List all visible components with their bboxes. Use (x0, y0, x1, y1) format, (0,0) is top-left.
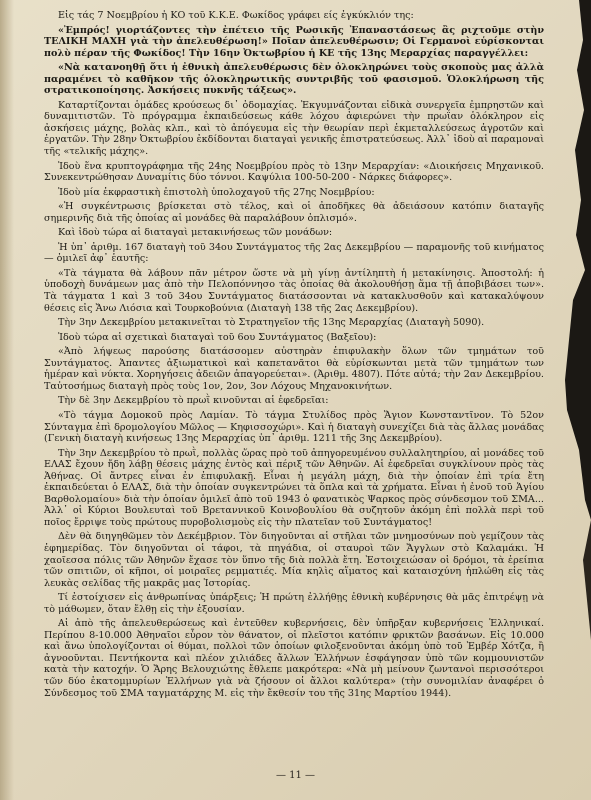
paragraph: «Ἐμπρός! γιορτάζοντες τὴν ἐπέτειο τῆς Ρωσικῆς Ἐπαναστάσεως ἂς ριχτοῦμε στὴν ΤΕΛΙΚΗ ΜΑΧΗ γιὰ τὴν ἀπελευθέρωση!» Ποῖαν ἀπελευθέρωσιν; Οἱ Γερμανοὶ εὑρίσκονται πολὺ πέραν τῆς Φωκίδος! Τὴν 16ην Ὀκτωβρίου ἡ ΚΕ τῆς 13ης Μεραρχίας παραγγέλλει: (44, 24, 544, 59)
paragraph: «Τὰ τάγματα θὰ λάβουν πᾶν μέτρον ὥστε νὰ μὴ γίνῃ ἀντίληπτὴ ἡ μετακίνησις. Ἀποστολή: ἡ ὑποδοχὴ δυνάμεων μας ἀπὸ τὴν Πελοπόννησο τὰς ὁποίας θὰ ἀκολουθήσῃ ἅμα τῇ ἀποβιβάσει των». Τὰ τάγματα 1 καὶ 3 τοῦ 34ου Συντάγματος διατάσσονται νὰ κατακλυσθοῦν καὶ κατακαλύψουν θέσεις εἰς Ἄνω Λιόσια καὶ Τουρκοβούνια (Διαταγὴ 138 τῆς 2ας Δεκεμβρίου). (44, 267, 544, 314)
paragraph: Τὴν δὲ 3ην Δεκεμβρίου τὸ πρωῒ κινοῦνται αἱ ἐφεδρεῖαι: (58, 395, 329, 407)
paragraph: Τὴν 3ην Δεκεμβρίου τὸ πρωῒ, πολλὰς ὥρας πρὸ τοῦ ἀπηγορευμένου συλλαλητηρίου, αἱ μονάδες τοῦ ΕΛΑΣ ἔχουν ἤδη λάβῃ θέσεις μάχης ἐντὸς καὶ πέριξ τῶν Ἀθηνῶν. Αἱ ἐφεδρεῖαι συγκλίνουν πρὸς τὰς Ἀθήνας. Οἱ ἄντρες εἶναι ἐν ἐπιφυλακῇ. Εἶναι ἡ μεγάλη μάχη, διὰ τὴν ὁποίαν ἐπὶ τρία ἔτη ἐκπαιδεύεται ὁ ΕΛΑΣ, διὰ τὴν ὁποίαν συγκεντρώνει τὰ ὅπλα καὶ τὰ χρήματα. Εἶναι ἡ ἐνοῦ τοῦ Ἁγίου Βαρθολομαίου» διὰ τὴν ὁποίαν ὁμιλεῖ ἀπὸ τοῦ 1943 ὁ φανατικὸς Ψαρκος πρὸς σύνδεσμον τοῦ ΣΜΑ... Ἀλλ᾽ οἱ Κύριοι Βουλευταὶ τοῦ Βρεταννικοῦ Κοινοβουλίου θὰ συζητοῦν ἀκόμη ἐπὶ πολλὰ περὶ τοῦ ποῖος ἔρριψε τοὺς πρώτους πυροβολισμοὺς εἰς τὴν πλατεῖαν τοῦ Συντάγματος! (44, 447, 544, 528)
page-number: — 11 — (275, 770, 316, 781)
paragraph: Ἰδοὺ τώρα αἱ σχετικαὶ διαταγαὶ τοῦ 6ου Συντάγματος (Βαξεῖου): (58, 331, 377, 343)
paragraph: «Ἡ συγκέντρωσις βρίσκεται στὸ τέλος, καὶ οἱ ἀποδῆκες θὰ ἀδειάσουν κατόπιν διαταγῆς σημερινῆς διὰ τῆς ὁποίας αἱ μονάδες θὰ παραλάβουν ὁπλισμό». (44, 201, 544, 224)
document-body (44, 10, 544, 702)
paragraph: «Τὸ τάγμα Δομοκοῦ πρὸς Λαμίαν. Τὸ τάγμα Στυλίδος πρὸς Ἅγιον Κωνσταντῖνον. Τὸ 52ον Σύνταγμα ἐπὶ δρομολογίου Μῶλος — Κηφισσοχώρι». Καὶ ἡ διαταγὴ συνεχίζει διὰ τὰς ἄλλας μονάδας (Γενικὴ διαταγὴ κινήσεως 13ης Μεραρχίας ὑπ᾽ ἀριθμ. 1211 τῆς 3ης Δεκεμβρίου). (44, 409, 544, 445)
paragraph: Καὶ ἰδοὺ τώρα αἱ διαταγαὶ μετακινήσεως τῶν μονάδων: (58, 227, 333, 239)
paragraph: Ἡ ὑπ᾽ ἀριθμ. 167 διαταγὴ τοῦ 34ου Συντάγματος τῆς 2ας Δεκεμβρίου — παραμονῆς τοῦ κινήματος — ὁμιλεῖ ἀφ᾽ ἑαυτῆς: (44, 241, 544, 265)
torn-page-edge (539, 0, 591, 800)
paragraph: Ἰδοὺ ἕνα κρυπτογράφημα τῆς 24ης Νοεμβρίου πρὸς τὸ 13ην Μεραρχίαν: «Διοικήσεις Μηχανικοῦ. Συνεκεντρώθησαν Δυναμίτις δύο τόννοι. Καψύλια 100-50-200 - Νάρκες διάφορες». (44, 160, 544, 184)
paragraph: «Ἀπὸ λήψεως παρούσης διατάσσομεν αὐστηρὰν ἐπιφυλακὴν ὅλων τῶν τμημάτων τοῦ Συντάγματος. Ἀπαντες ἀξιωματικοὶ καὶ καπετανᾶτοι θὰ εὑρίσκωνται μετὰ τῶν τμημάτων των ἡμέραν καὶ νύκτα. Χορηγήσεις ἀδειῶν ἀπαγορεύεται». (Ἀριθμ. 4807). Πότε αὐτά; τὴν 2αν Δεκεμβρίου. Ταὐτοσήμως διαταγὴ πρὸς τοὺς 1ον, 2ον, 3ον Λόχους Μηχανοκινήτων. (44, 346, 544, 392)
paragraph: Τὴν 3ην Δεκεμβρίου μετακινεῖται τὸ Στρατηγεῖον τῆς 13ης Μεραρχίας (Διαταγὴ 5090). (58, 317, 485, 329)
paragraph: Εἰς τάς 7 Νοεμβρίου ἡ ΚΟ τοῦ Κ.Κ.Ε. Φωκίδος γράφει είς ἐγκύκλιόν της: (58, 10, 414, 21)
paragraph: «Νὰ κατανοηθῇ ὅτι ἡ ἐθνικὴ ἀπελευθέρωσις δὲν ὁλοκληρώνει τοὺς σκοποὺς μας ἀλλὰ παραμένει τὸ καθῆκον τῆς ὁλοκληρωτικῆς συντριβῆς τοῦ φασισμοῦ. Ὁλοκλήρωση τῆς στρατικοποίησης. Ἀσκήσεις πυκνῆς τάξεως». (44, 62, 544, 97)
paragraph: Ἰδοὺ μία ἐκφραστικὴ ἐπιστολὴ ὑπολοχαγοῦ τῆς 27ης Νοεμβρίου: (58, 186, 375, 198)
paragraph: Τί ἐστοίχισεν εἰς ἀνθρωπίνας ὑπάρξεις; Ἡ πρώτη ἐλλήθῃς ἐθνικὴ κυβέρνησις θὰ μᾶς ἐπιτρέψῃ νὰ τὸ μάθωμεν, ὅταν ἔλθῃ εἰς τὴν ἐξουσίαν. (44, 592, 544, 615)
paragraph: Αἱ ἀπὸ τῆς ἀπελευθερώσεως καὶ ἐντεῦθεν κυβερνήσεις, δὲν ὑπῆρξαν κυβερνήσεις Ἑλληνικαί. Περίπου 8-10.000 Ἀθηναῖοι εὗρον τὸν θάνατον, οἱ πλεῖστοι κατόπιν φρικτῶν βασάνων. Εἰς 10.000 καὶ ἄνω ὑπολογίζονται οἱ θύμαι, πολλοὶ τῶν ὁποίων φιλοξενοῦνται ἀκόμη ὑπὸ τοῦ Ἐμβέρ Χότζα, ἢ ἀγνοοῦνται. Πεντήκοντα καὶ πλέον χιλιάδες ἄλλων Ἑλλήνων ἐσφάγησαν ὑπὸ τῶν κομμουνιστῶν κατὰ τὴν κατοχήν. Ὁ Ἄρης Βελουχιώτης ἔθλεπε μακρότερα: «Νὰ μὴ μείνουν ζωντανοὶ περισσότεροι τῶν δύο ἑκατομμυρίων Ἑλλήνων γιὰ νὰ ζήσουν οἱ ἄλλοι καλύτερα» (τὴν συνομιλίαν ἀναφέρει ὁ Σύνδεσμος τοῦ ΣΜΑ ταγματάρχης Μ. εἰς τὴν ἔκθεσίν του τῆς 31ης Μαρτίου 1944). (44, 618, 544, 699)
paragraph: Δὲν θὰ διηγηθῶμεν τὸν Δεκέμβριον. Τὸν διηγοῦνται αἱ στῆλαι τῶν μνημοσύνων ποὺ γεμίζουν τὰς ἐφημερίδας. Τὸν διηγοῦνται οἱ τάφοι, τὰ πηγάδια, οἱ σταυροὶ τῶν Ἄγγλων στὸ Καλαμάκι. Ἡ χαοῖεσσα πόλις τῶν Ἀθηνῶν ἔχασε τὸν ὕπνο τῆς διὰ πολλὰ ἔτη. Ἐστοιχειώσαν οἱ δρόμοι, τὰ ἐρείπια τῶν σπιτιῶν, οἱ κῆποι, οἱ μοιραῖες ρεμματιές. Μία κηλὶς αἵματος καὶ καταισχύνη ἡπλώθη εἰς τὰς λευκὰς σελίδας τῆς μακρᾶς μας Ἱστορίας. (44, 531, 544, 589)
paragraph: Καταρτίζονται ὁμάδες κρούσεως δι᾽ ὁδομαχίας. Ἐκγυμνάζονται εἰδικὰ συνεργεῖα ἐμπρηστῶν καὶ δυναμιτιστῶν. Τὸ πρόγραμμα ἐκπαιδεύσεως κάθε λόχου ἀφιερώνει τὴν πρωΐαν ὁλόκληρον εἰς ἀσκήσεις μάχης, βολὰς κλπ., καὶ τὸ ἀπόγευμα εἰς τὴν θεωρίαν περὶ ἐκμεταλλεύσεως ἀγροτῶν καὶ ἐργατῶν. Τὴν 28ην Ὀκτωβρίου ἐκδίδονται διαταγαὶ γενικῆς ἐπιστρατεύσεως. Ἀλλ᾽ ἰδοὺ αἱ παραμοναὶ τῆς «τελικῆς μάχης». (44, 99, 544, 158)
